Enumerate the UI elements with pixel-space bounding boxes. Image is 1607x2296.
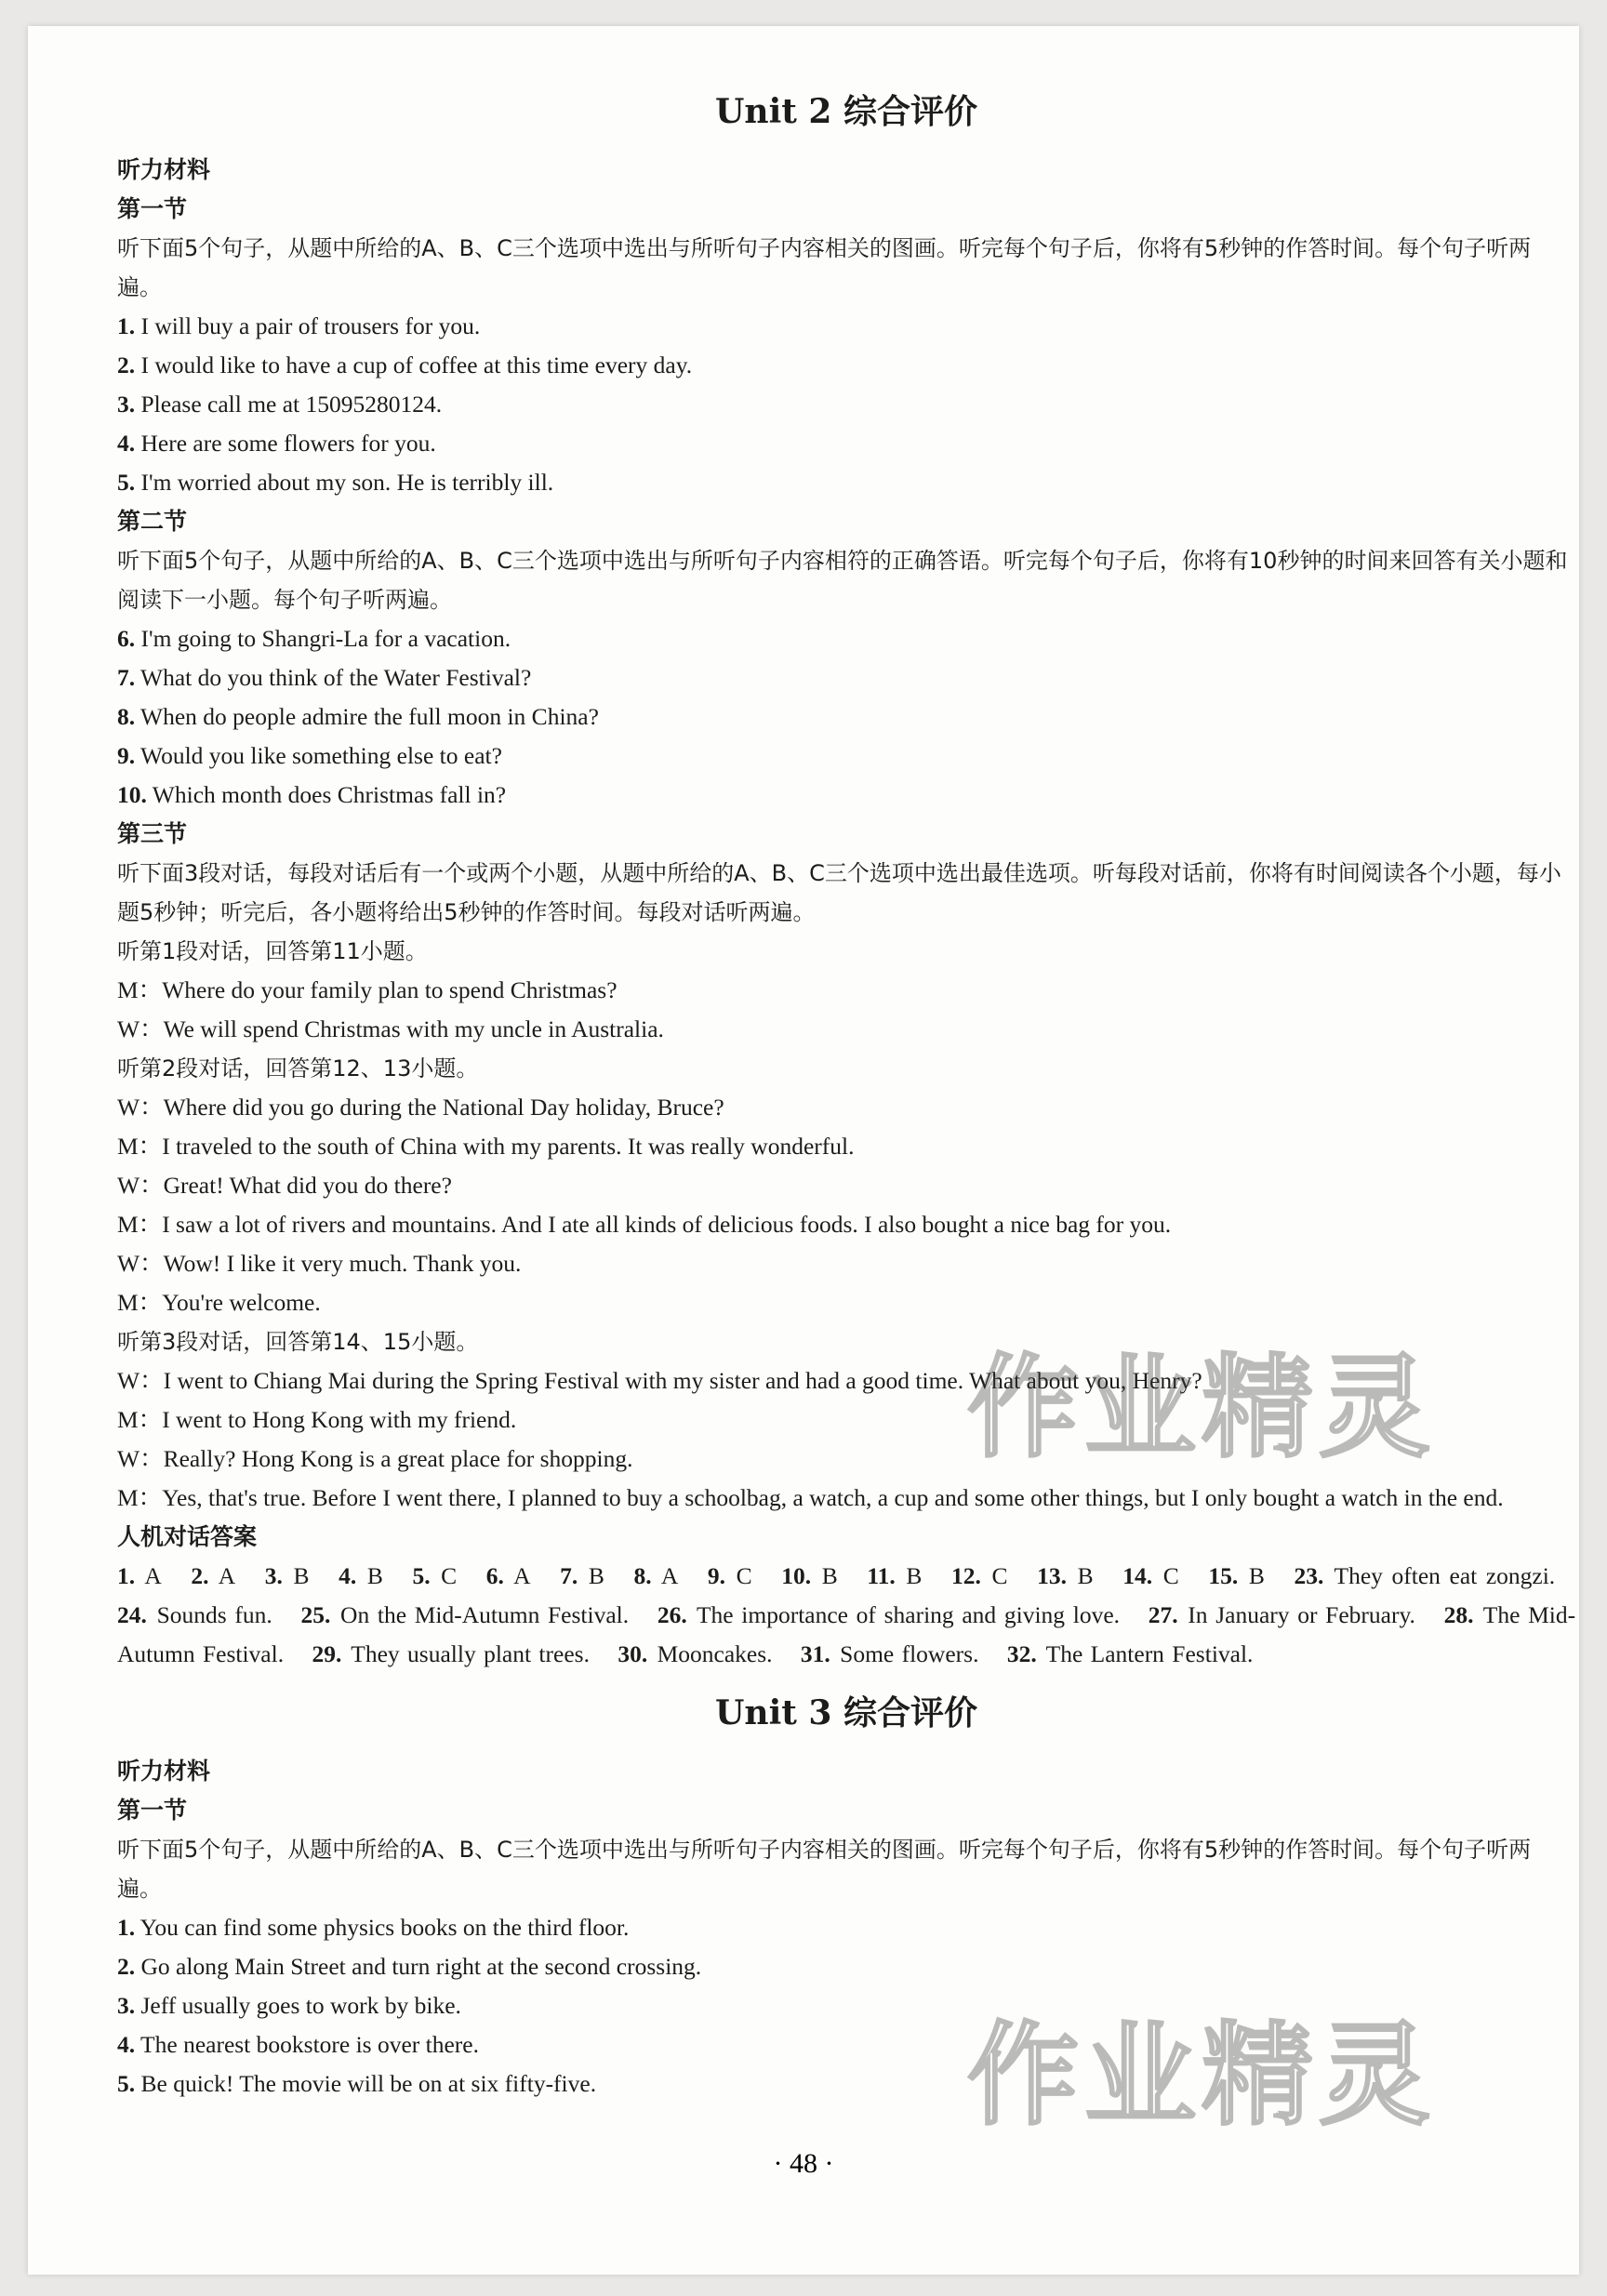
unit2-material-label: 听力材料 — [117, 156, 211, 183]
dialog-line: W：Really? Hong Kong is a great place for shopping. — [117, 1445, 633, 1472]
dialog-line: W：Where did you go during the National Day holiday, Bruce? — [117, 1094, 724, 1121]
answer-item: 29. They usually plant trees. — [312, 1640, 590, 1667]
answer-item: 30. Mooncakes. — [618, 1640, 773, 1667]
page-number: · 48 · — [773, 2148, 834, 2179]
answer-item: 2. A — [191, 1562, 236, 1589]
list-item: 1. You can find some physics books on the third floor. — [117, 1914, 630, 1941]
answer-item: 3. B — [264, 1562, 310, 1589]
dialog-line: M：Where do your family plan to spend Christmas? — [117, 976, 618, 1003]
answers-label: 人机对话答案 — [117, 1523, 258, 1550]
answer-item: 23. They often eat zongzi. — [1294, 1562, 1556, 1589]
unit2-sec3-label: 第三节 — [117, 820, 188, 847]
answer-item: 9. C — [707, 1562, 752, 1589]
answer-item: 31. Some flowers. — [800, 1640, 979, 1667]
dialog-line: M：You're welcome. — [117, 1289, 321, 1316]
unit3-title: Unit 3 综合评价 — [715, 1693, 977, 1732]
unit2-sec3-instruction: 听下面3段对话，每段对话后有一个或两个小题，从题中所给的A、B、C三个选项中选出最佳选项。听每段对话前，你将有时间阅读各个小题，每小题5秒钟；听完后，各小题将给出5秒钟的作答时间。每段对话听两遍。 — [117, 860, 1561, 925]
answer-item: 10. B — [781, 1562, 838, 1589]
list-item: 3. Please call me at 15095280124. — [117, 391, 443, 418]
answer-item: 1. A — [117, 1562, 162, 1589]
dialog-line: M：I saw a lot of rivers and mountains. And I ate all kinds of delicious foods. I also bought a nice bag for you. — [117, 1211, 1172, 1238]
list-item: 8. When do people admire the full moon in China? — [117, 703, 599, 730]
list-item: 2. I would like to have a cup of coffee at this time every day. — [117, 352, 693, 378]
unit2-sec1-instruction: 听下面5个句子，从题中所给的A、B、C三个选项中选出与所听句子内容相关的图画。听完每个句子后，你将有5秒钟的作答时间。每个句子听两遍。 — [117, 235, 1532, 300]
list-item: 1. I will buy a pair of trousers for you. — [117, 312, 481, 339]
list-item: 4. Here are some flowers for you. — [117, 430, 436, 457]
document-page — [28, 26, 1579, 2275]
dialog-line: M：I traveled to the south of China with my parents. It was really wonderful. — [117, 1133, 855, 1160]
list-item: 6. I'm going to Shangri-La for a vacation. — [117, 625, 511, 652]
unit2-sec2-instruction: 听下面5个句子，从题中所给的A、B、C三个选项中选出与所听句子内容相符的正确答语。听完每个句子后，你将有10秒钟的时间来回答有关小题和阅读下一小题。每个句子听两遍。 — [117, 548, 1568, 613]
list-item: 3. Jeff usually goes to work by bike. — [117, 1992, 461, 2019]
dialog-line: W：We will spend Christmas with my uncle in Australia. — [117, 1015, 664, 1042]
unit3-material-label: 听力材料 — [117, 1758, 211, 1785]
dialog-line: W：Wow! I like it very much. Thank you. — [117, 1250, 522, 1277]
answer-item: 11. B — [867, 1562, 923, 1589]
answer-item: 27. In January or February. — [1148, 1601, 1415, 1628]
unit2-sec2-items — [117, 619, 1575, 815]
unit3-sec1-items — [117, 1908, 1575, 2104]
unit3-sec1-label: 第一节 — [117, 1797, 188, 1824]
answer-item: 13. B — [1037, 1562, 1094, 1589]
answer-item: 24. Sounds fun. — [117, 1601, 272, 1628]
list-item: 5. I'm worried about my son. He is terribly ill. — [117, 469, 554, 496]
list-item: 4. The nearest bookstore is over there. — [117, 2031, 479, 2058]
watermark: 作业精灵 — [967, 2011, 1436, 2141]
answer-item: 32. The Lantern Festival. — [1006, 1640, 1254, 1667]
dialog1-intro: 听第1段对话，回答第11小题。 — [117, 938, 428, 964]
answer-item: 12. C — [951, 1562, 1008, 1589]
answer-item: 8. A — [633, 1562, 679, 1589]
unit2-title: Unit 2 综合评价 — [715, 92, 977, 131]
dialog-line: W：I went to Chiang Mai during the Spring Festival with my sister and had a good time. What about you, Henry? — [117, 1367, 1202, 1394]
answer-item: 25. On the Mid-Autumn Festival. — [300, 1601, 630, 1628]
answer-item: 4. B — [339, 1562, 383, 1589]
list-item: 10. Which month does Christmas fall in? — [117, 781, 507, 808]
watermark: 作业精灵 — [967, 1344, 1436, 1473]
page-content — [117, 86, 1575, 2104]
answer-item: 5. C — [412, 1562, 458, 1589]
dialog2-intro: 听第2段对话，回答第12、13小题。 — [117, 1055, 479, 1082]
answer-item: 6. A — [485, 1562, 531, 1589]
unit2-sec2-label: 第二节 — [117, 508, 188, 535]
list-item: 9. Would you like something else to eat? — [117, 742, 502, 769]
dialog-line: M：Yes, that's true. Before I went there, I planned to buy a schoolbag, a watch, a cup and some other things, but I only bought a watch in the end. — [117, 1484, 1504, 1511]
answer-item: 7. B — [560, 1562, 604, 1589]
answer-key — [117, 1557, 1575, 1674]
answer-item: 26. The importance of sharing and giving love. — [657, 1601, 1121, 1628]
unit2-sec1-label: 第一节 — [117, 195, 188, 222]
list-item: 2. Go along Main Street and turn right at the second crossing. — [117, 1953, 702, 1980]
dialog-line: W：Great! What did you do there? — [117, 1172, 452, 1199]
list-item: 5. Be quick! The movie will be on at six fifty-five. — [117, 2070, 597, 2097]
answer-item: 15. B — [1208, 1562, 1265, 1589]
answer-item: 28. The Mid-Autumn Festival. — [117, 1601, 1576, 1667]
unit3-sec1-instruction: 听下面5个句子，从题中所给的A、B、C三个选项中选出与所听句子内容相关的图画。听完每个句子后，你将有5秒钟的作答时间。每个句子听两遍。 — [117, 1837, 1532, 1902]
list-item: 7. What do you think of the Water Festival? — [117, 664, 532, 691]
unit2-sec1-items — [117, 307, 1575, 502]
answer-item: 14. C — [1122, 1562, 1179, 1589]
dialog3-intro: 听第3段对话，回答第14、15小题。 — [117, 1329, 479, 1355]
dialog-line: M：I went to Hong Kong with my friend. — [117, 1406, 517, 1433]
